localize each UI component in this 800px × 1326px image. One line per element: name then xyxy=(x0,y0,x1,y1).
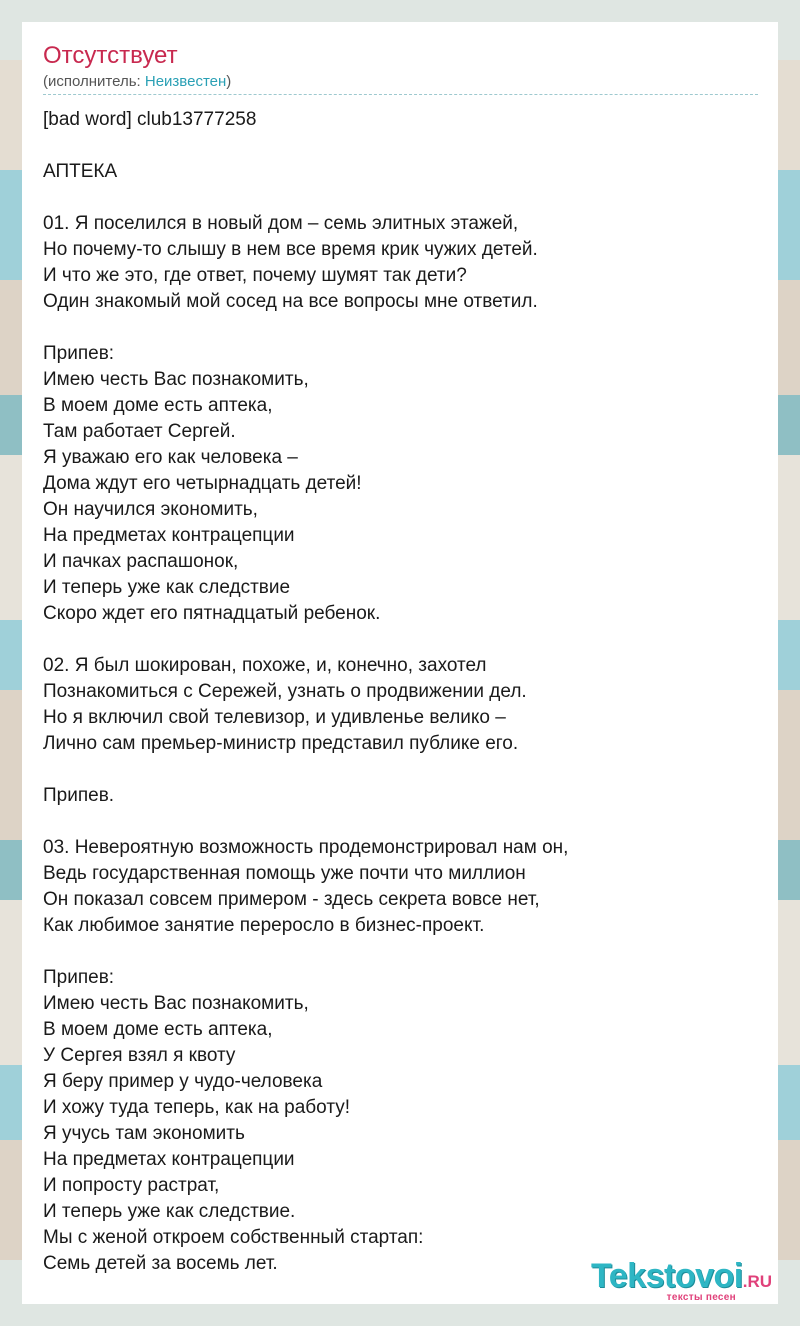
lyric-line: Припев. xyxy=(43,785,115,806)
lyric-line xyxy=(43,315,758,341)
artist-prefix: (исполнитель: xyxy=(43,73,145,90)
lyric-line: Он показал совсем примером - здесь секрета вовсе нет, xyxy=(43,889,540,910)
logo-tagline: тексты песен xyxy=(666,1292,736,1303)
lyric-line: Я учусь там экономить xyxy=(43,1123,245,1144)
lyric-line: Имею честь Вас познакомить, xyxy=(43,993,309,1014)
lyric-line: Познакомиться с Сережей, узнать о продвижении дел. xyxy=(43,681,527,702)
lyric-line: Там работает Сергей. xyxy=(43,421,236,442)
lyric-line: Я беру пример у чудо-человека xyxy=(43,1071,323,1092)
lyric-line: Как любимое занятие переросло в бизнес-проект. xyxy=(43,915,485,936)
lyric-line: Скоро ждет его пятнадцатый ребенок. xyxy=(43,603,381,624)
lyric-line: Он научился экономить, xyxy=(43,499,258,520)
logo-domain: .RU xyxy=(742,1272,772,1291)
lyric-line: Припев: xyxy=(43,967,115,988)
lyric-line: Имею честь Вас познакомить, xyxy=(43,369,309,390)
lyric-line: АПТЕКА xyxy=(43,161,118,182)
lyric-line xyxy=(43,757,758,783)
lyric-line: Семь детей за восемь лет. xyxy=(43,1253,278,1274)
lyric-line: 02. Я был шокирован, похоже, и, конечно, захотел xyxy=(43,655,487,676)
lyric-line: [bad word] club13777258 xyxy=(43,109,257,130)
lyric-line: Дома ждут его четырнадцать детей! xyxy=(43,473,362,494)
lyric-line xyxy=(43,133,758,159)
lyric-line: Я уважаю его как человека – xyxy=(43,447,298,468)
lyric-line: Лично сам премьер-министр представил публике его. xyxy=(43,733,519,754)
lyric-line: Но я включил свой телевизор, и удивленье велико – xyxy=(43,707,506,728)
lyric-line xyxy=(43,185,758,211)
lyric-line: 01. Я поселился в новый дом – семь элитных этажей, xyxy=(43,213,519,234)
lyric-line: И пачках распашонок, xyxy=(43,551,239,572)
lyric-line: На предметах контрацепции xyxy=(43,1149,295,1170)
lyric-line: И теперь уже как следствие. xyxy=(43,1201,296,1222)
lyric-line xyxy=(43,809,758,835)
artist-suffix: ) xyxy=(226,73,232,90)
lyric-line: И попросту растрат, xyxy=(43,1175,220,1196)
logo-main-text: Tekstovoi xyxy=(591,1257,743,1295)
lyric-line: И хожу туда теперь, как на работу! xyxy=(43,1097,351,1118)
lyric-line xyxy=(43,627,758,653)
lyric-line: Мы с женой откроем собственный стартап: xyxy=(43,1227,424,1248)
lyrics-card xyxy=(22,22,778,1304)
site-logo[interactable] xyxy=(562,1258,772,1304)
artist-link[interactable]: Неизвестен xyxy=(144,73,227,90)
lyric-line: В моем доме есть аптека, xyxy=(43,1019,273,1040)
lyric-line xyxy=(43,939,758,965)
lyric-line: И что же это, где ответ, почему шумят так дети? xyxy=(43,265,467,286)
lyric-line: И теперь уже как следствие xyxy=(43,577,291,598)
artist-line xyxy=(43,72,758,95)
lyric-line: Припев: xyxy=(43,343,115,364)
lyric-line: В моем доме есть аптека, xyxy=(43,395,273,416)
song-title: Отсутствует xyxy=(43,42,178,69)
lyric-line: 03. Невероятную возможность продемонстрировал нам он, xyxy=(43,837,569,858)
lyric-line: На предметах контрацепции xyxy=(43,525,295,546)
lyrics-text xyxy=(43,107,758,1277)
lyric-line: Один знакомый мой сосед на все вопросы мне ответил. xyxy=(43,291,538,312)
lyric-line: Ведь государственная помощь уже почти что миллион xyxy=(43,863,526,884)
lyric-line: Но почему-то слышу в нем все время крик чужих детей. xyxy=(43,239,538,260)
lyric-line: У Сергея взял я квоту xyxy=(43,1045,236,1066)
